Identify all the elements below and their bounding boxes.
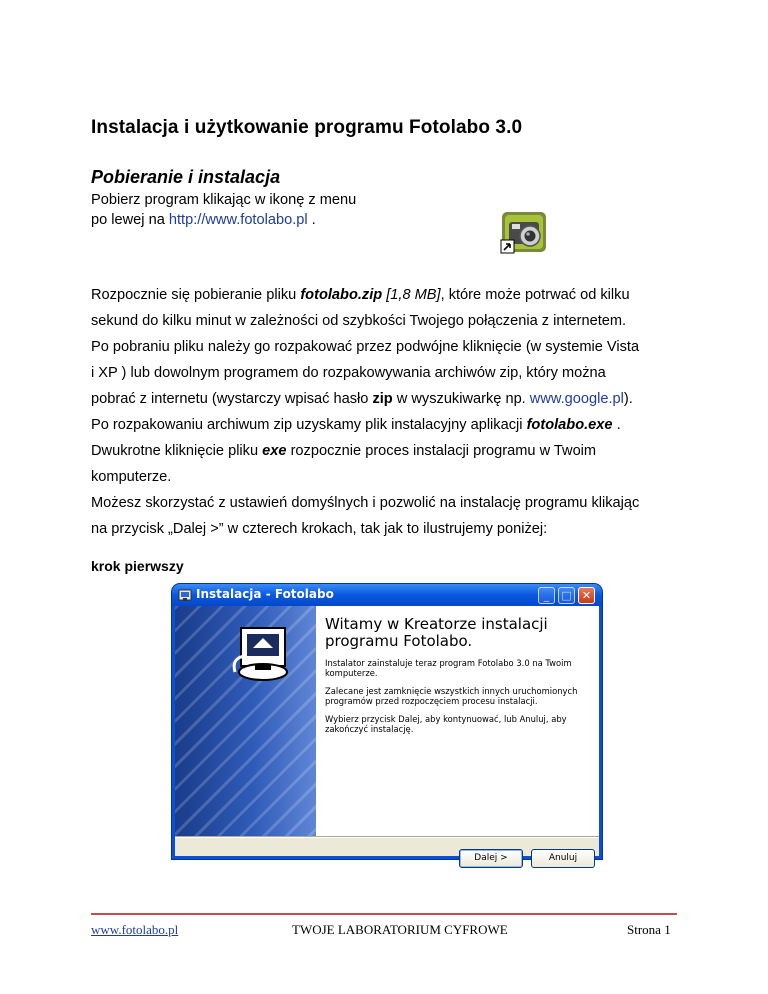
installer-window: [172, 584, 602, 863]
text: pobrać z internetu (wystarczy wpisać hasło: [91, 391, 373, 407]
wizard-heading-line-2: programu Fotolabo.: [325, 632, 473, 650]
maximize-icon[interactable]: □: [558, 587, 575, 604]
paragraph-line: [91, 282, 691, 308]
wizard-side-panel: [175, 606, 316, 836]
file-name: fotolabo.zip: [300, 287, 383, 303]
paragraph-line: [91, 412, 691, 438]
installer-app-icon: [178, 588, 192, 602]
next-button[interactable]: Dalej >: [459, 849, 523, 868]
intro-line-2: [91, 207, 691, 233]
window-titlebar[interactable]: [172, 584, 602, 606]
text: , które może potrwać od kilku: [440, 287, 630, 303]
footer-rule: [91, 913, 677, 915]
paragraph-line: Po pobraniu pliku należy go rozpakować przez podwójne kliknięcie (w systemie Vista: [91, 339, 640, 355]
keyword-zip: zip: [372, 391, 393, 407]
text: ).: [623, 391, 633, 407]
exe-file-name: fotolabo.exe: [526, 417, 613, 433]
step-label: krok pierwszy: [91, 558, 184, 574]
installer-body: [175, 606, 599, 863]
paragraph-line: komputerze.: [91, 469, 172, 485]
text: w wyszukiwarkę np.: [392, 391, 530, 407]
text: Rozpocznie się pobieranie pliku: [91, 287, 301, 303]
wizard-paragraph-1: [325, 658, 587, 678]
setup-computer-icon: [229, 622, 295, 684]
wizard-button-bar: [175, 838, 599, 863]
text: Po rozpakowaniu archiwum zip uzyskamy plik instalacyjny aplikacji: [91, 417, 527, 433]
window-title: Instalacja - Fotolabo: [196, 587, 334, 601]
file-size: [1,8 MB]: [382, 287, 441, 303]
text: rozpocznie proces instalacji programu w Twoim: [286, 443, 597, 459]
page-number: Strona 1: [627, 922, 671, 937]
wizard-text: komputerze.: [325, 668, 378, 678]
wizard-text: programów przed rozpoczęciem procesu instalacji.: [325, 696, 538, 706]
wizard-text: Instalator zainstaluje teraz program Fotolabo 3.0 na Twoim: [325, 658, 572, 668]
close-icon[interactable]: ✕: [578, 587, 595, 604]
exe-keyword: exe: [262, 443, 287, 459]
paragraph-line: na przycisk „Dalej >” w czterech krokach, tak jak to ilustrujemy poniżej:: [91, 521, 548, 537]
intro-line-1: Pobierz program klikając w ikonę z menu: [91, 192, 357, 208]
paragraph-line: i XP ) lub dowolnym programem do rozpakowywania archiwów zip, który można: [91, 365, 606, 381]
intro-text-end: .: [307, 212, 316, 228]
wizard-paragraph-3: [325, 714, 587, 734]
text: .: [612, 417, 621, 433]
wizard-text: zakończyć instalację.: [325, 724, 414, 734]
wizard-paragraph-2: [325, 686, 587, 706]
footer-tagline: TWOJE LABORATORIUM CYFROWE: [292, 922, 508, 937]
page-title: Instalacja i użytkowanie programu Fotolabo 3.0: [91, 117, 523, 138]
paragraph-line: Możesz skorzystać z ustawień domyślnych i pozwolić na instalację programu klikając: [91, 495, 640, 511]
text: Dwukrotne kliknięcie pliku: [91, 443, 263, 459]
paragraph-line: [91, 386, 691, 412]
wizard-text: Wybierz przycisk Dalej, aby kontynuować, lub Anuluj, aby: [325, 714, 567, 724]
wizard-text: Zalecane jest zamknięcie wszystkich innych uruchomionych: [325, 686, 578, 696]
intro-text: po lewej na: [91, 212, 169, 228]
section-heading: Pobieranie i instalacja: [91, 167, 281, 187]
wizard-heading: [325, 616, 585, 650]
paragraph-line: [91, 438, 691, 464]
paragraph-line: sekund do kilku minut w zależności od szybkości Twojego połączenia z internetem.: [91, 313, 627, 329]
google-link[interactable]: www.google.pl: [529, 391, 624, 407]
cancel-button[interactable]: Anuluj: [531, 849, 595, 868]
fotolabo-link[interactable]: http://www.fotolabo.pl: [168, 212, 308, 228]
fotolabo-download-icon[interactable]: [500, 210, 550, 256]
minimize-icon[interactable]: _: [538, 587, 555, 604]
wizard-heading-line-1: Witamy w Kreatorze instalacji: [325, 615, 548, 633]
footer-website-link[interactable]: www.fotolabo.pl: [91, 922, 179, 937]
